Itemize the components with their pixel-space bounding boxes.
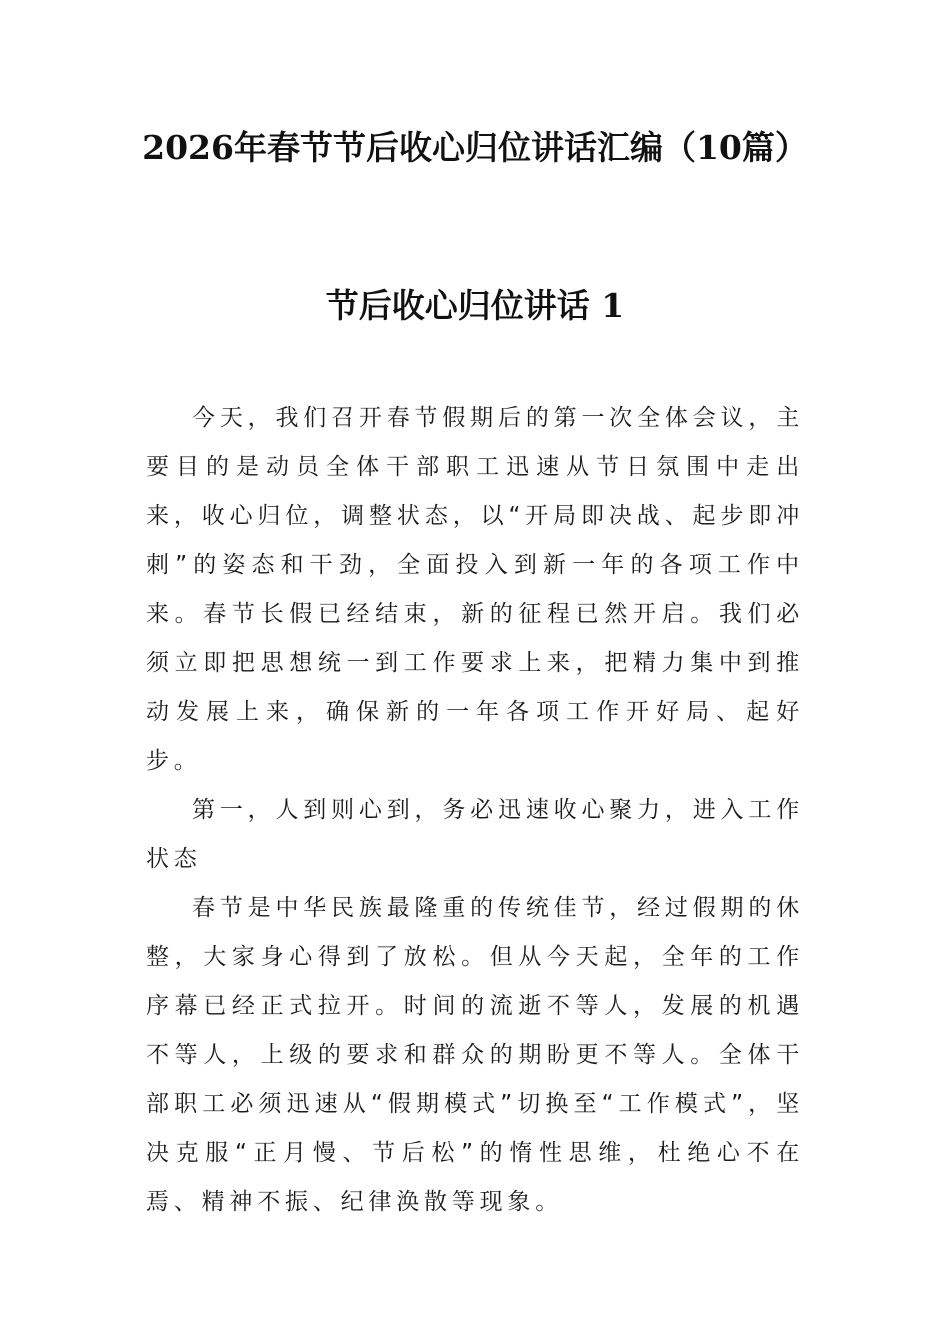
document-body bbox=[146, 394, 804, 1227]
paragraph-first-point-body: 春节是中华民族最隆重的传统佳节，经过假期的休整，大家身心得到了放松。但从今天起，全年的工作序幕已经正式拉开。时间的流逝不等人，发展的机遇不等人，上级的要求和群众的期盼更不等人。全体干部职工必须迅速从“假期模式”切换至“工作模式”，坚决克服“正月慢、节后松”的惰性思维，杜绝心不在焉、精神不振、纪律涣散等现象。 bbox=[146, 895, 804, 1215]
section-title: 节后收心归位讲话 1 bbox=[325, 286, 625, 325]
paragraph-heading-first-point: 第一，人到则心到，务必迅速收心聚力，进入工作状态 bbox=[146, 797, 804, 872]
paragraph-intro: 今天，我们召开春节假期后的第一次全体会议，主要目的是动员全体干部职工迅速从节日氛围中走出来，收心归位，调整状态，以“开局即决战、起步即冲刺”的姿态和干劲，全面投入到新一年的各项工作中来。春节长假已经结束，新的征程已然开启。我们必须立即把思想统一到工作要求上来，把精力集中到推动发展上来，确保新的一年各项工作开好局、起好步。 bbox=[146, 405, 804, 774]
document-title: 2026年春节节后收心归位讲话汇编（10篇） bbox=[142, 128, 808, 167]
